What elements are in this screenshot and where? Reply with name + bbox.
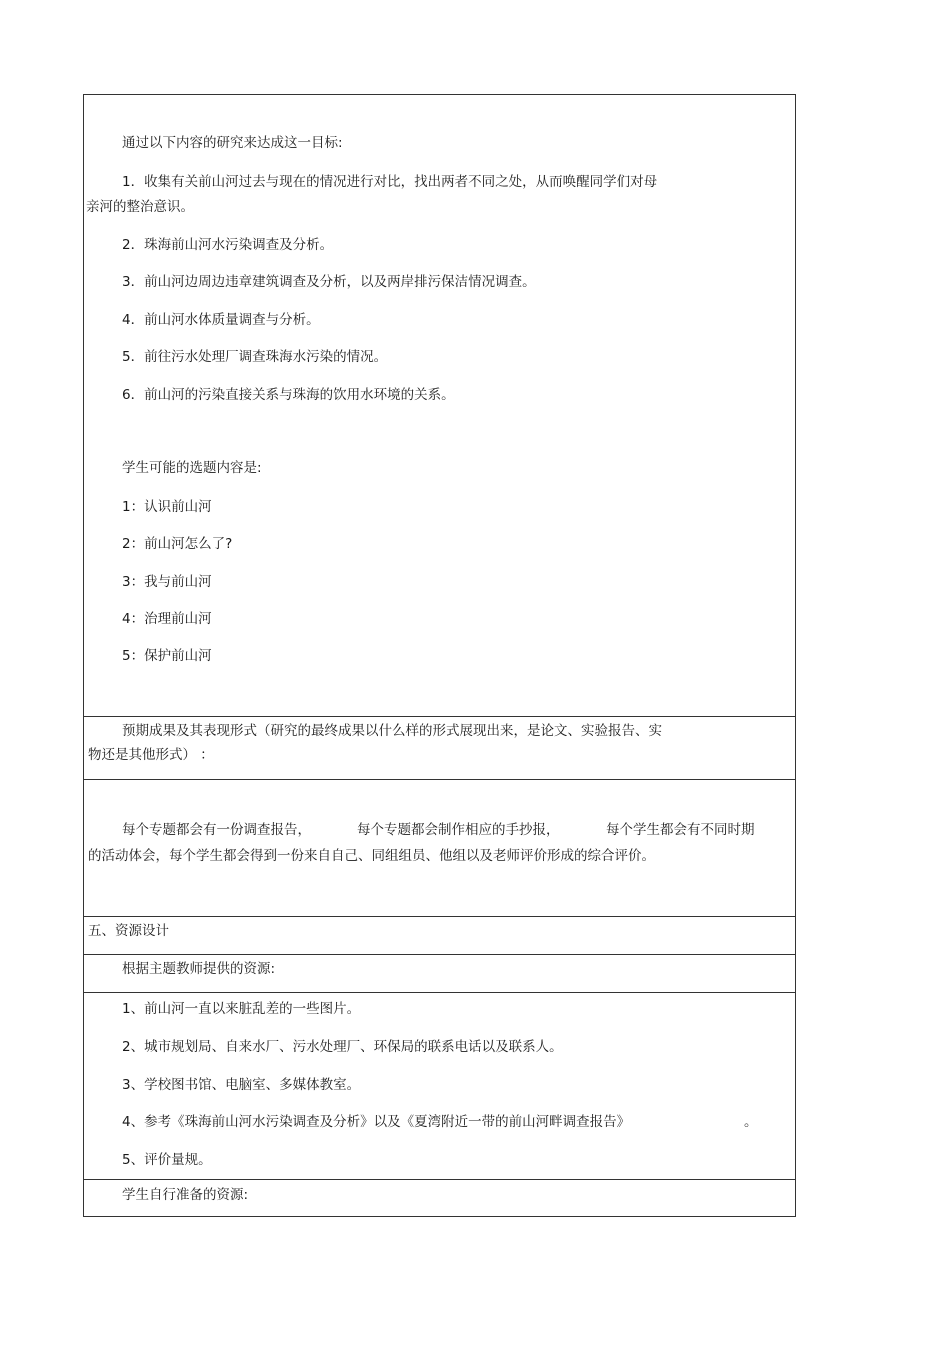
- topic-item-3: 3：我与前山河: [122, 574, 212, 590]
- topic-item-2: 2：前山河怎么了?: [122, 536, 233, 552]
- outcome-body-part3: 每个学生都会有不同时期: [606, 822, 755, 838]
- section-title: 五、资源设计: [88, 923, 169, 939]
- row-divider: [84, 916, 795, 917]
- research-intro: 通过以下内容的研究来达成这一目标:: [122, 135, 343, 151]
- teacher-resource-5: 5、评价量规。: [122, 1152, 212, 1168]
- student-resources-header: 学生自行准备的资源:: [122, 1187, 249, 1203]
- row-divider: [84, 779, 795, 780]
- outcome-header: 预期成果及其表现形式（研究的最终成果以什么样的形式展现出来，是论文、实验报告、实: [122, 723, 662, 739]
- teacher-resource-3: 3、学校图书馆、电脑室、多媒体教室。: [122, 1077, 361, 1093]
- teacher-resource-4: 4、参考《珠海前山河水污染调查及分析》以及《夏湾附近一带的前山河畔调查报告》: [122, 1114, 631, 1130]
- research-item-2: 2．珠海前山河水污染调查及分析。: [122, 237, 334, 253]
- research-item-4: 4．前山河水体质量调查与分析。: [122, 312, 320, 328]
- outcome-header-cont: 物还是其他形式） ：: [88, 747, 214, 763]
- teacher-resource-1: 1、前山河一直以来脏乱差的一些图片。: [122, 1001, 361, 1017]
- outcome-body-cont: 的活动体会，每个学生都会得到一份来自自己、同组组员、他组以及老师评价形成的综合评价。: [88, 848, 655, 864]
- row-divider: [84, 716, 795, 717]
- research-item-1-cont: 亲河的整治意识。: [86, 199, 194, 215]
- topics-intro: 学生可能的选题内容是:: [122, 460, 262, 476]
- outcome-body-part2: 每个专题都会制作相应的手抄报，: [357, 822, 560, 838]
- outcome-body-part1: 每个专题都会有一份调查报告，: [122, 822, 311, 838]
- research-item-3: 3．前山河边周边违章建筑调查及分析，以及两岸排污保洁情况调查。: [122, 274, 536, 290]
- teacher-resources-header: 根据主题教师提供的资源:: [122, 961, 276, 977]
- row-divider: [84, 992, 795, 993]
- research-item-1: 1．收集有关前山河过去与现在的情况进行对比，找出两者不同之处，从而唤醒同学们对母: [122, 174, 658, 190]
- topic-item-4: 4：治理前山河: [122, 611, 212, 627]
- research-item-5: 5．前往污水处理厂调查珠海水污染的情况。: [122, 349, 388, 365]
- research-item-6: 6．前山河的污染直接关系与珠海的饮用水环境的关系。: [122, 387, 455, 403]
- document-table: [83, 94, 796, 1217]
- topic-item-1: 1：认识前山河: [122, 499, 212, 515]
- topic-item-5: 5：保护前山河: [122, 648, 212, 664]
- teacher-resource-4-end: 。: [744, 1114, 758, 1130]
- row-divider: [84, 1179, 795, 1180]
- row-divider: [84, 954, 795, 955]
- teacher-resource-2: 2、城市规划局、自来水厂、污水处理厂、环保局的联系电话以及联系人。: [122, 1039, 563, 1055]
